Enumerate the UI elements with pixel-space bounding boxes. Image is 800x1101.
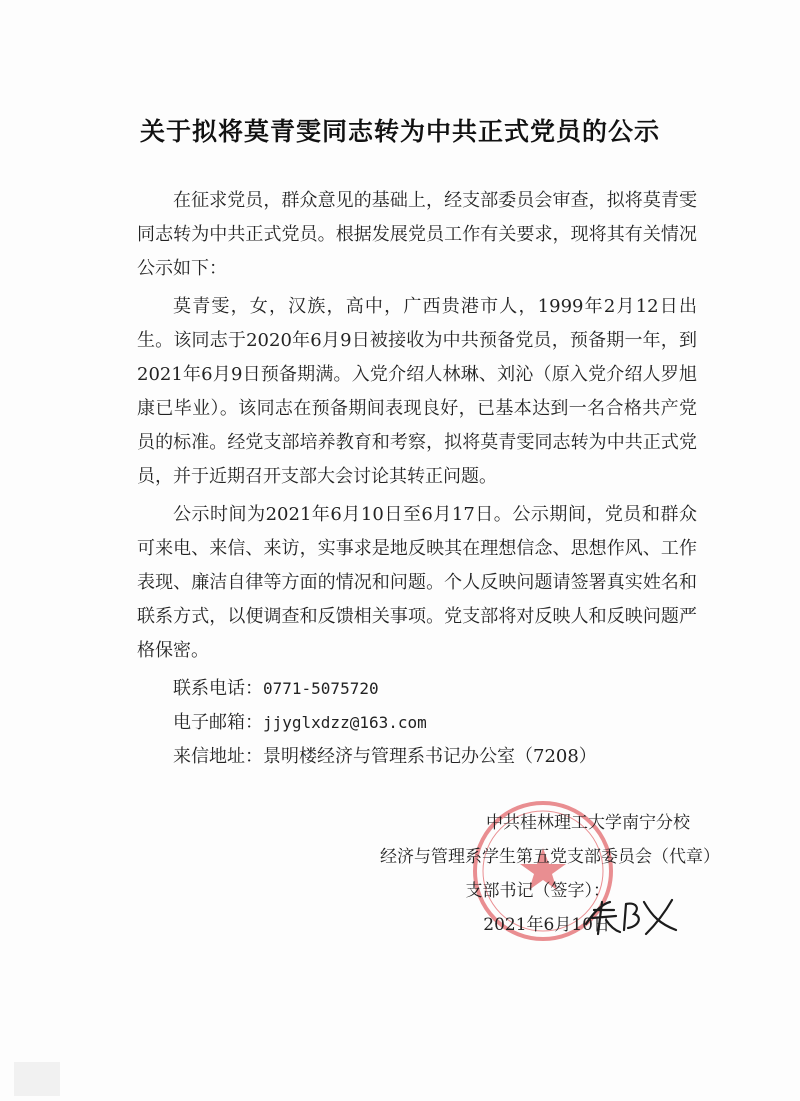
paragraph-intro: 在征求党员，群众意见的基础上，经支部委员会审查，拟将莫青雯同志转为中共正式党员。根据发展党员工作有关要求，现将其有关情况公示如下： (137, 190, 697, 279)
paragraph-announcement-period: 公示时间为2021年6月10日至6月17日。公示期间，党员和群众可来电、来信、来访，实事求是地反映其在理想信念、思想作风、工作表现、廉洁自律等方面的情况和问题。个人反映问题请签署真实姓名和联系方式，以便调查和反馈相关事项。党支部将对反映人和反映问题严格保密。 (137, 504, 697, 661)
paragraph-candidate-info: 莫青雯，女，汉族，高中，广西贵港市人，1999年2月12日出生。该同志于2020年6月9日被接收为中共预备党员，预备期一年，到2021年6月9日预备期满。入党介绍人林琳、刘沁（原入党介绍人罗旭康已毕业）。该同志在预备期间表现良好，已基本达到一名合格共产党员的标准。经党支部培养教育和考察，拟将莫青雯同志转为中共正式党员，并于近期召开支部大会讨论其转正问题。 (137, 296, 697, 487)
signature-stroke-2 (624, 900, 676, 934)
contact-phone-value: 0771-5075720 (263, 679, 379, 698)
contact-address-label: 来信地址： (173, 746, 263, 767)
signature-secretary-label: 支部书记（签字）： (465, 881, 610, 901)
signature-organization: 中共桂林理工大学南宁分校 (486, 813, 690, 833)
handwritten-signature (580, 890, 690, 940)
contact-email-label: 电子邮箱： (173, 712, 263, 733)
document-body (137, 184, 697, 774)
signature-date: 2021年6月10日 (483, 915, 610, 935)
scan-corner-artifact (14, 1062, 60, 1096)
document-title: 关于拟将莫青雯同志转为中共正式党员的公示 (139, 117, 660, 146)
contact-phone (137, 672, 697, 706)
contact-phone-label: 联系电话： (173, 678, 263, 699)
contact-address-value: 景明楼经济与管理系书记办公室（7208） (263, 746, 597, 767)
contact-address (137, 740, 697, 774)
signature-committee: 经济与管理系学生第五党支部委员会（代章） (380, 847, 720, 867)
contact-email (137, 706, 697, 740)
signature-stroke-1 (586, 902, 620, 934)
contact-email-value: jjyglxdzz@163.com (263, 713, 427, 732)
